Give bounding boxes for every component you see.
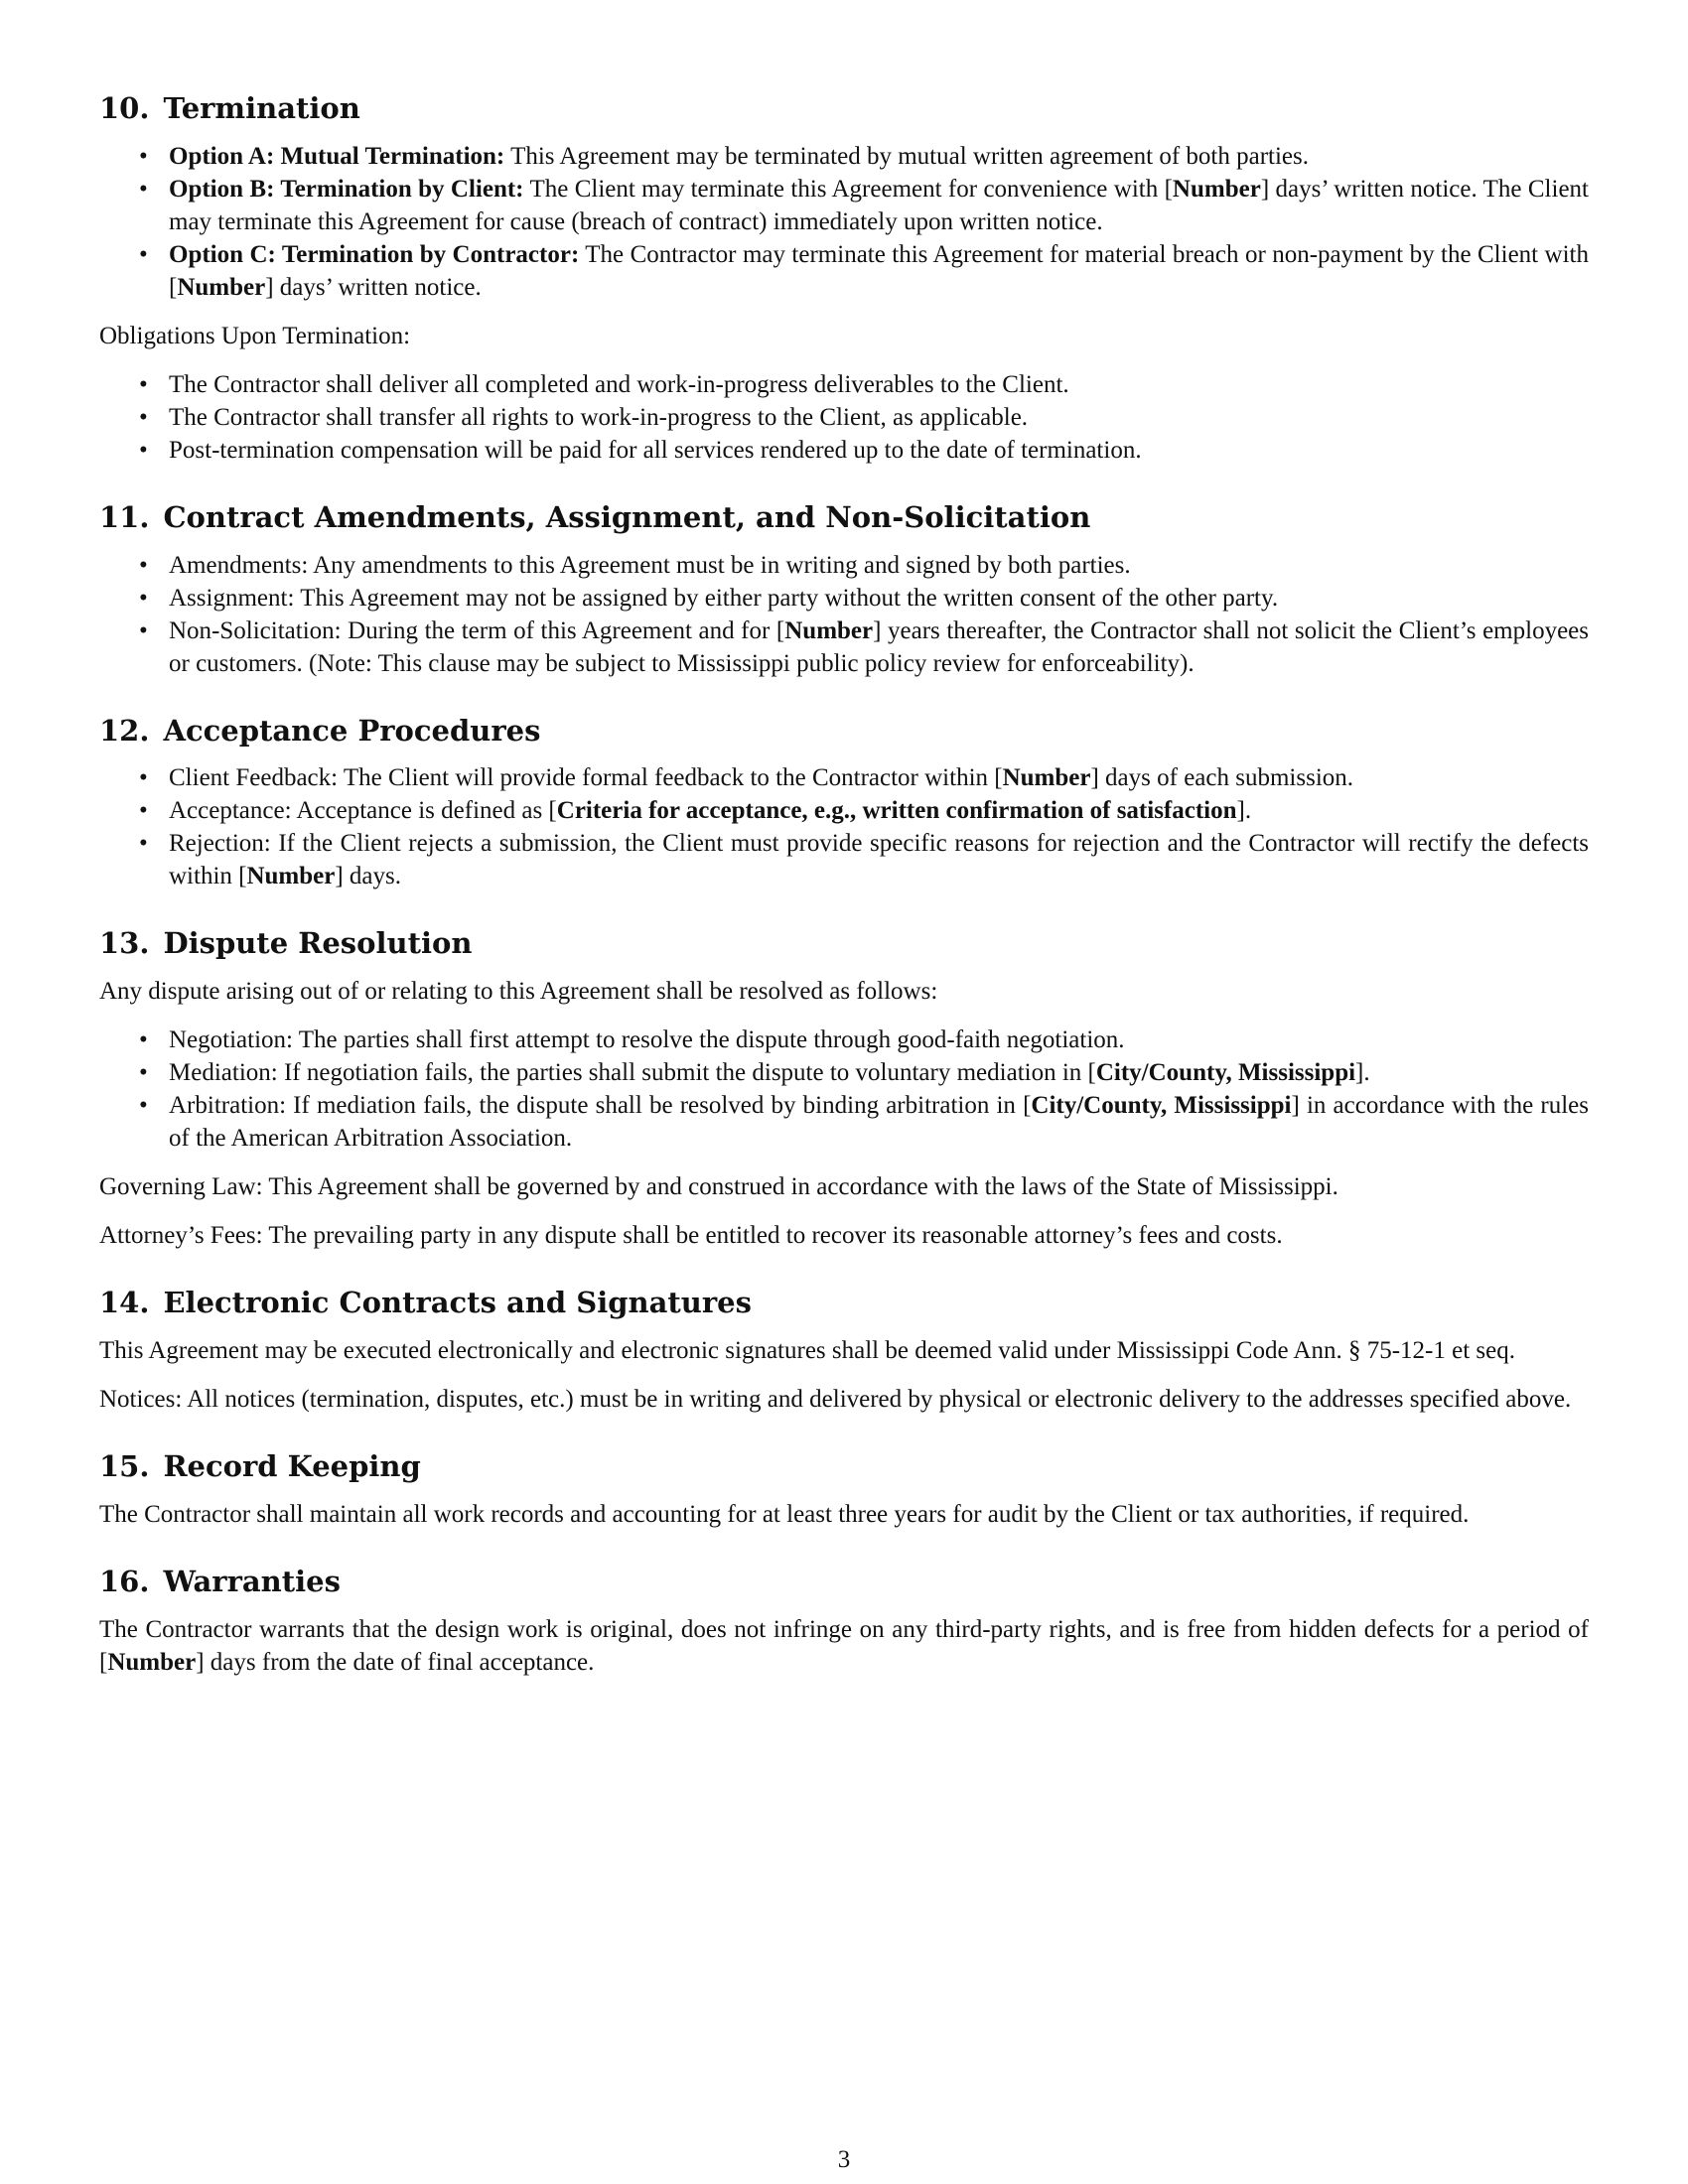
- paragraph: The Contractor warrants that the design work is original, does not infringe on any third-party rights, and is free from hidden defects for a period of [Number] days from the date of final acceptance.: [99, 1615, 1589, 1676]
- list-item: • Post-termination compensation will be paid for all services rendered up to the date of termination.: [99, 434, 1589, 467]
- list-item: • Client Feedback: The Client will provide formal feedback to the Contractor within [Number] days of each submission.: [99, 761, 1589, 794]
- list-item: • The Contractor shall transfer all rights to work-in-progress to the Client, as applicable.: [99, 401, 1589, 434]
- page-number: 3: [837, 2146, 851, 2173]
- acceptance-list: [99, 761, 1589, 892]
- list-item: • The Contractor shall deliver all completed and work-in-progress deliverables to the Client.: [99, 368, 1589, 401]
- section-heading: 11. Contract Amendments, Assignment, and Non-Solicitation: [99, 499, 1091, 534]
- attorney-fees: Attorney’s Fees: The prevailing party in any dispute shall be entitled to recover its reasonable attorney’s fees and costs.: [99, 1222, 1283, 1250]
- list-item: • Mediation: If negotiation fails, the parties shall submit the dispute to voluntary mediation in [City/County, Mississippi].: [99, 1056, 1589, 1089]
- notices-paragraph: Notices: All notices (termination, disputes, etc.) must be in writing and delivered by physical or electronic delivery to the addresses specified above.: [99, 1385, 1572, 1413]
- obligations-heading: Obligations Upon Termination:: [99, 322, 411, 349]
- section-dispute-resolution: [99, 926, 1589, 1252]
- governing-law: Governing Law: This Agreement shall be governed by and construed in accordance with the laws of the State of Mississippi.: [99, 1173, 1338, 1201]
- section-electronic-contracts: [99, 1286, 1589, 1416]
- section-heading: 15. Record Keeping: [99, 1448, 421, 1483]
- section-amendments: [99, 500, 1589, 680]
- document-page: [99, 91, 1589, 1712]
- list-item: • Rejection: If the Client rejects a submission, the Client must provide specific reasons for rejection and the Contractor will rectify the defects within [Number] days.: [99, 827, 1589, 892]
- dispute-steps-list: [99, 1024, 1589, 1155]
- list-item: • Option A: Mutual Termination: This Agreement may be terminated by mutual written agreement of both parties.: [99, 140, 1589, 173]
- section-heading: 12. Acceptance Procedures: [99, 713, 541, 748]
- section-acceptance: [99, 714, 1589, 893]
- paragraph: This Agreement may be executed electronically and electronic signatures shall be deemed valid under Mississippi Code Ann. § 75-12-1 et seq.: [99, 1336, 1515, 1364]
- list-item: • Negotiation: The parties shall first attempt to resolve the dispute through good-faith negotiation.: [99, 1024, 1589, 1056]
- section-heading: 16. Warranties: [99, 1564, 341, 1598]
- list-item: • Arbitration: If mediation fails, the dispute shall be resolved by binding arbitration in [City/County, Mississippi] in accordance with the rules of the American Arbitration Association.: [99, 1089, 1589, 1155]
- list-item: • Option C: Termination by Contractor: The Contractor may terminate this Agreement for material breach or non-payment by the Client with [Number] days’ written notice.: [99, 238, 1589, 304]
- obligations-list: [99, 368, 1589, 467]
- dispute-intro: Any dispute arising out of or relating to this Agreement shall be resolved as follows:: [99, 978, 938, 1006]
- termination-options-list: [99, 140, 1589, 304]
- section-heading: 14. Electronic Contracts and Signatures: [99, 1286, 752, 1320]
- section-warranties: [99, 1565, 1589, 1679]
- list-item: • Acceptance: Acceptance is defined as [Criteria for acceptance, e.g., written confirmation of satisfaction].: [99, 794, 1589, 827]
- section-heading: 13. Dispute Resolution: [99, 926, 473, 961]
- paragraph: The Contractor shall maintain all work records and accounting for at least three years for audit by the Client or tax authorities, if required.: [99, 1500, 1470, 1528]
- list-item: • Assignment: This Agreement may not be assigned by either party without the written consent of the other party.: [99, 582, 1589, 614]
- list-item: • Non-Solicitation: During the term of this Agreement and for [Number] years thereafter, the Contractor shall not solicit the Client’s employees or customers. (Note: This clause may be subject to Mississippi public policy review for enforceability).: [99, 614, 1589, 680]
- amendments-list: [99, 549, 1589, 680]
- section-heading: 10. Termination: [99, 91, 360, 125]
- section-termination: [99, 91, 1589, 467]
- list-item: • Amendments: Any amendments to this Agreement must be in writing and signed by both parties.: [99, 549, 1589, 582]
- list-item: • Option B: Termination by Client: The Client may terminate this Agreement for convenience with [Number] days’ written notice. The Client may terminate this Agreement for cause (breach of contract) immediately upon written notice.: [99, 173, 1589, 238]
- section-record-keeping: [99, 1449, 1589, 1531]
